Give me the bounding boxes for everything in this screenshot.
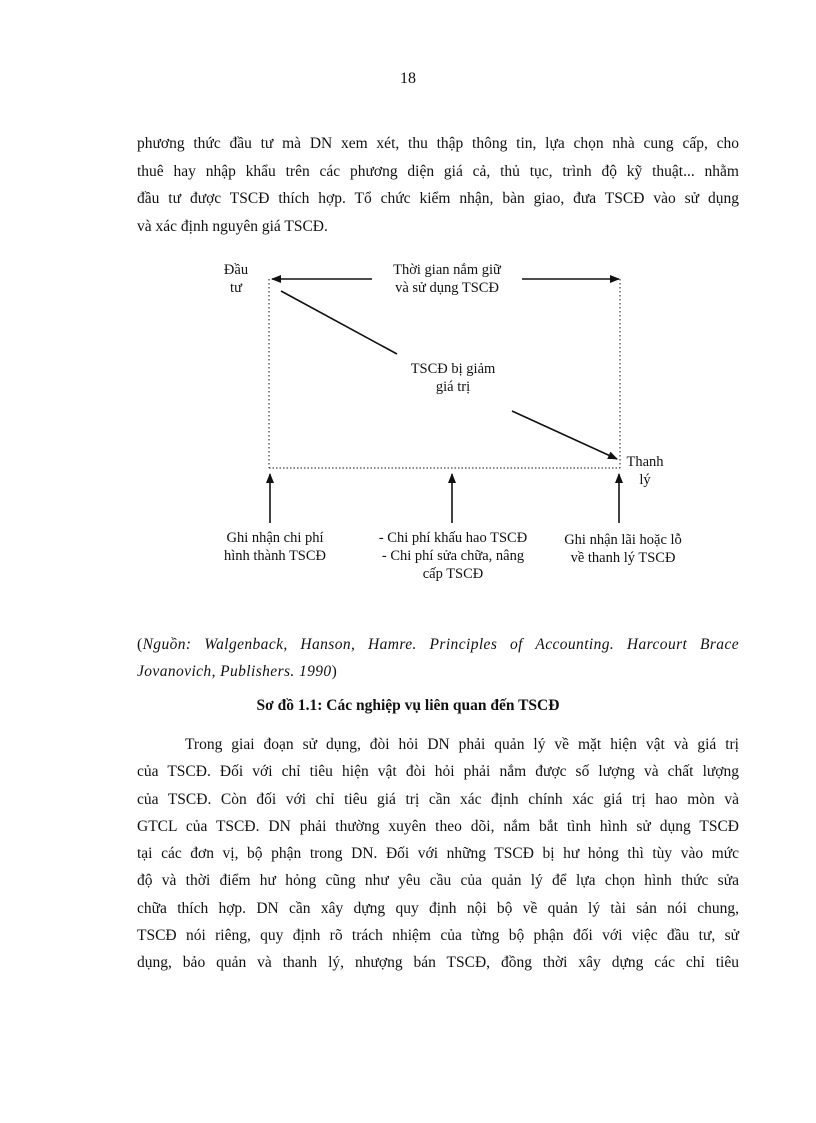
label-ghi-nhan-lai-lo: [548, 531, 698, 567]
label-line: lý: [639, 472, 651, 488]
label-line: - Chi phí khấu hao TSCĐ: [378, 530, 528, 546]
label-line: Thời gian nắm giữ: [393, 262, 501, 278]
body-paragraph: [137, 731, 739, 977]
label-line: hình thành TSCĐ: [223, 548, 327, 564]
source-text: Nguồn: Walgenback, Hanson, Hamre. Principles of Accounting. Harcourt Brace: [142, 636, 739, 653]
intro-line: và xác định nguyên giá TSCĐ.: [137, 217, 328, 235]
label-line: Ghi nhận chi phí: [226, 530, 324, 546]
page-number: 18: [400, 70, 416, 87]
source-line: [137, 658, 739, 685]
label-line: tư: [230, 280, 242, 296]
label-dau-tu: [211, 261, 261, 297]
intro-line: phương thức đầu tư mà DN xem xét, thu thập thông tin, lựa chọn nhà cung cấp, cho: [137, 135, 739, 152]
source-line: [137, 631, 739, 658]
label-line: về thanh lý TSCĐ: [570, 550, 676, 566]
label-line: TSCĐ bị giảm: [410, 361, 496, 377]
body-line: TSCĐ nói riêng, quy định rõ trách nhiệm của từng bộ phận đối với việc đầu tư, sử: [137, 927, 739, 945]
diagonal-segment: [281, 291, 397, 354]
label-thoi-gian: [372, 261, 522, 297]
body-line: chữa thích hợp. DN cần xây dựng quy định nội bộ về quản lý tài sản nói chung,: [137, 899, 739, 917]
body-line: dụng, bảo quản và thanh lý, nhượng bán TSCĐ, đồng thời xây dựng các chỉ tiêu: [137, 954, 739, 972]
label-line: giá trị: [435, 379, 471, 395]
label-line: - Chi phí sửa chữa, nâng: [381, 548, 525, 564]
body-line: của TSCĐ. Còn đối với chỉ tiêu giá trị cần xác định chính xác giá trị hao mòn và: [137, 790, 739, 808]
body-line: của TSCĐ. Đối với chỉ tiêu hiện vật đòi hỏi phải nắm được số lượng và chất lượng: [137, 763, 739, 781]
close-paren: ): [331, 663, 338, 680]
source-citation: [137, 631, 739, 685]
source-text: Jovanovich, Publishers. 1990: [137, 663, 332, 680]
figure-caption: Sơ đồ 1.1: Các nghiệp vụ liên quan đến TSCĐ: [256, 697, 560, 714]
body-line: tại các đơn vị, bộ phận trong DN. Đối với những TSCĐ bị hư hỏng thì tùy vào mức: [137, 845, 739, 863]
label-giam-gia-tri: [398, 360, 508, 396]
label-thanh-ly: [620, 453, 670, 489]
body-line: GTCL của TSCĐ. DN phải thường xuyên theo dõi, nắm bắt tình hình sử dụng TSCĐ: [137, 817, 739, 835]
diagonal-arrow: [512, 411, 617, 459]
label-line: Đầu: [223, 262, 249, 278]
asset-lifecycle-diagram: [0, 250, 816, 600]
body-line: độ và thời điểm hư hỏng cũng như yêu cầu của quản lý để lựa chọn hình thức sửa: [137, 872, 739, 890]
intro-paragraph: [137, 130, 739, 240]
label-line: và sử dụng TSCĐ: [395, 280, 499, 296]
body-line: Trong giai đoạn sử dụng, đòi hỏi DN phải quản lý về mặt hiện vật và giá trị: [185, 736, 739, 753]
label-line: Thanh: [626, 454, 664, 470]
label-line: cấp TSCĐ: [422, 566, 484, 582]
label-ghi-nhan-chi-phi: [205, 529, 345, 565]
intro-line: thuê hay nhập khẩu trên các phương diện giá cả, thủ tục, trình độ kỹ thuật... nhằm: [137, 162, 739, 180]
open-paren: (: [137, 636, 143, 653]
label-chi-phi-khau-hao: [358, 529, 548, 583]
intro-line: đầu tư được TSCĐ thích hợp. Tổ chức kiểm nhận, bàn giao, đưa TSCĐ vào sử dụng: [137, 190, 739, 207]
label-line: Ghi nhận lãi hoặc lỗ: [564, 532, 682, 548]
